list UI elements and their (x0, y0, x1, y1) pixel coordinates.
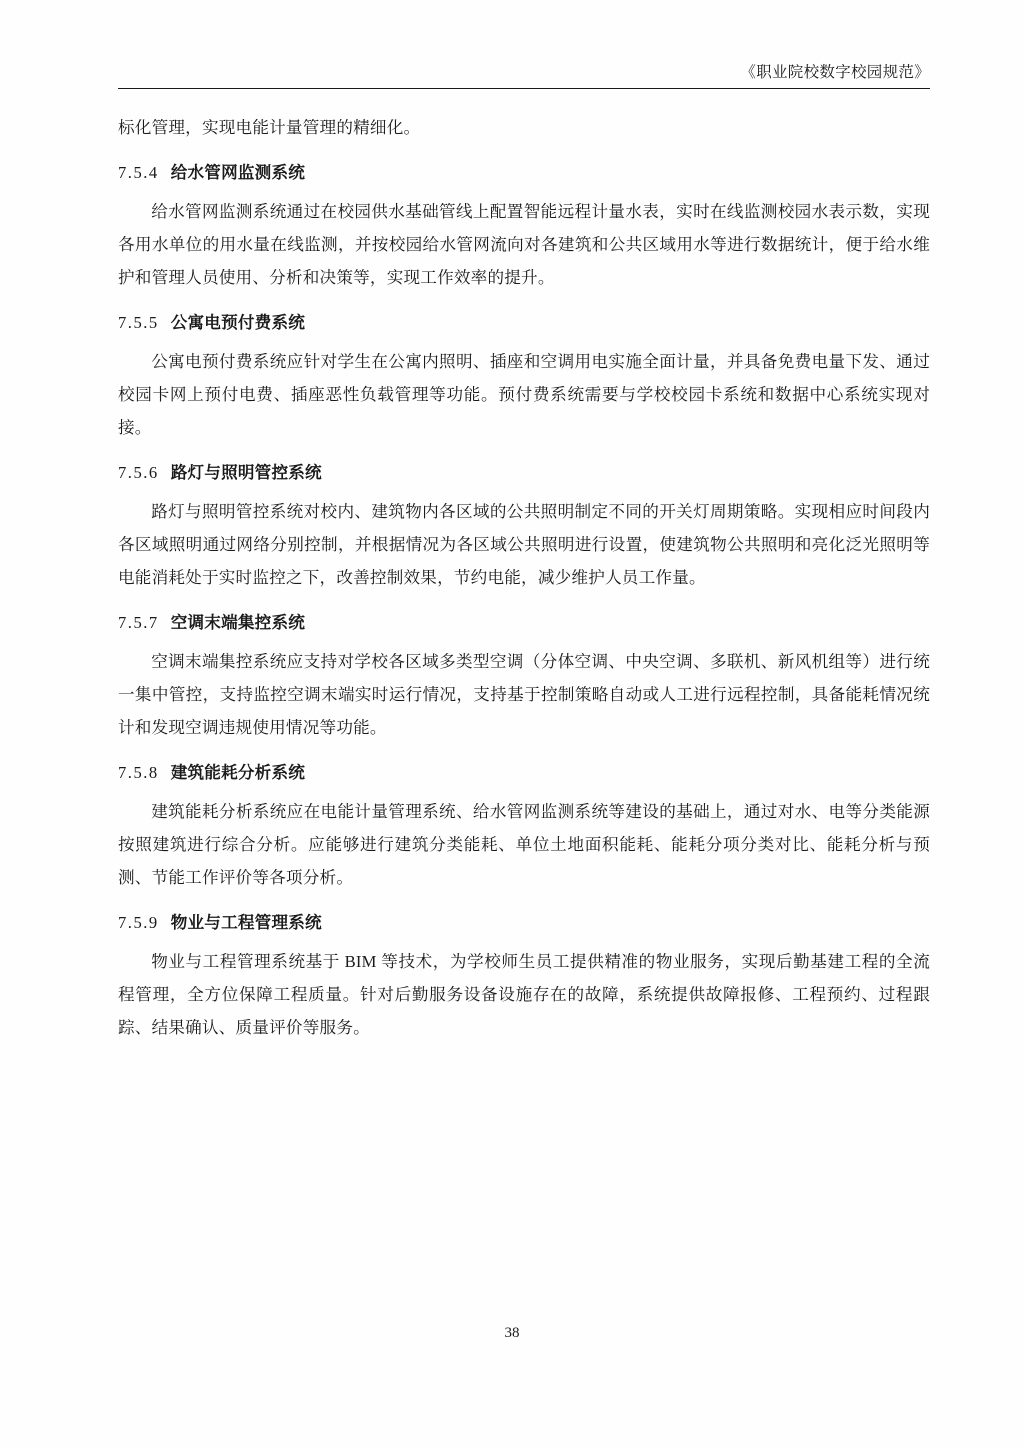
page-number: 38 (504, 1325, 520, 1341)
section-number: 7.5.6 (118, 463, 159, 482)
section-title: 建筑能耗分析系统 (170, 763, 306, 782)
section-heading-7-5-8 (118, 758, 930, 788)
section-heading-7-5-4 (118, 158, 930, 188)
section-paragraph-7-5-9: 物业与工程管理系统基于 BIM 等技术，为学校师生员工提供精准的物业服务，实现后勤基建工程的全流程管理，全方位保障工程质量。针对后勤服务设备设施存在的故障，系统提供故障报修、工程预约、过程跟踪、结果确认、质量评价等服务。 (118, 952, 930, 1037)
section-heading-7-5-7 (118, 608, 930, 638)
section-heading-7-5-5 (118, 308, 930, 338)
section-paragraph-7-5-5: 公寓电预付费系统应针对学生在公寓内照明、插座和空调用电实施全面计量，并具备免费电量下发、通过校园卡网上预付电费、插座恶性负载管理等功能。预付费系统需要与学校校园卡系统和数据中心系统实现对接。 (118, 352, 930, 437)
section-number: 7.5.5 (118, 313, 159, 332)
section-paragraph-7-5-7: 空调末端集控系统应支持对学校各区域多类型空调（分体空调、中央空调、多联机、新风机组等）进行统一集中管控，支持监控空调末端实时运行情况，支持基于控制策略自动或人工进行远程控制，具备能耗情况统计和发现空调违规使用情况等功能。 (118, 652, 930, 737)
opening-paragraph: 标化管理，实现电能计量管理的精细化。 (118, 118, 421, 137)
section-paragraph-7-5-8: 建筑能耗分析系统应在电能计量管理系统、给水管网监测系统等建设的基础上，通过对水、电等分类能源按照建筑进行综合分析。应能够进行建筑分类能耗、单位土地面积能耗、能耗分项分类对比、能耗分析与预测、节能工作评价等各项分析。 (118, 802, 930, 887)
section-title: 物业与工程管理系统 (170, 913, 322, 932)
section-number: 7.5.9 (118, 913, 159, 932)
section-number: 7.5.8 (118, 763, 159, 782)
section-heading-7-5-6 (118, 458, 930, 488)
section-paragraph-7-5-4: 给水管网监测系统通过在校园供水基础管线上配置智能远程计量水表，实时在线监测校园水表示数，实现各用水单位的用水量在线监测，并按校园给水管网流向对各建筑和公共区域用水等进行数据统计，便于给水维护和管理人员使用、分析和决策等，实现工作效率的提升。 (118, 202, 930, 287)
header-divider (118, 88, 930, 89)
section-title: 空调末端集控系统 (170, 613, 306, 632)
section-number: 7.5.7 (118, 613, 159, 632)
page-content (118, 60, 930, 1053)
section-title: 公寓电预付费系统 (170, 313, 306, 332)
section-title: 路灯与照明管控系统 (170, 463, 322, 482)
section-number: 7.5.4 (118, 163, 159, 182)
section-title: 给水管网监测系统 (170, 163, 306, 182)
running-header: 《职业院校数字校园规范》 (740, 64, 930, 81)
section-paragraph-7-5-6: 路灯与照明管控系统对校内、建筑物内各区域的公共照明制定不同的开关灯周期策略。实现相应时间段内各区域照明通过网络分别控制，并根据情况为各区域公共照明进行设置，使建筑物公共照明和亮化泛光照明等电能消耗处于实时监控之下，改善控制效果，节约电能，减少维护人员工作量。 (118, 502, 930, 587)
section-heading-7-5-9 (118, 908, 930, 938)
